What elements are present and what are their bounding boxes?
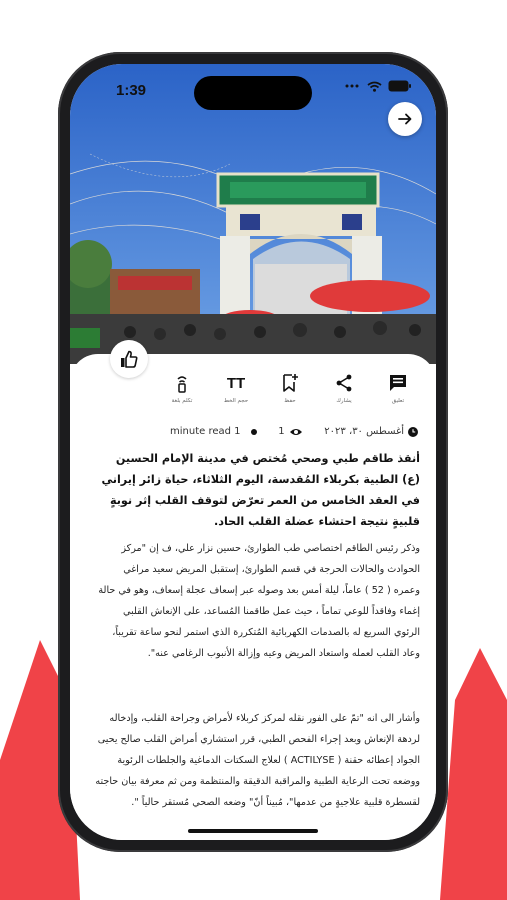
phone-screen: [70, 64, 436, 840]
text-size-icon: TT: [226, 374, 246, 392]
clock-icon: [408, 427, 418, 437]
dynamic-island: [194, 76, 312, 110]
comment-icon: [389, 374, 407, 392]
status-icons: [345, 80, 412, 92]
date-group: [324, 426, 418, 437]
home-indicator[interactable]: [188, 829, 318, 833]
separator-dot: [251, 429, 257, 435]
article-sheet: [70, 354, 436, 840]
article-paragraph: وذكر رئيس الطاقم اختصاصي طب الطوارئ، حسين نزار علي، ف إن "مركز الحوادث والحالات الحرجة في قسم الطوارئ، إستقبل المريض سعيد مراغي وعمره ( 52 ) عاماً، ليلة أمس بعد وصوله عبر إسعاف عجلة إسعاف، وهو في حالة إغماء وفاقداً للوعي تماماً ، حيث عمل طاقمنا المُساعد، على الإنعاش القلبي الرئوي السريع له بالصدمات الكهربائية المُتكررة الذي استمر لنحو ساعة تقريباً، وعاد القلب لعمله واستعاد المريض وعيه وإزالة الأنبوب الرغامي عنه".: [98, 543, 420, 659]
headphones-icon: [176, 373, 188, 393]
tool-label: يشارك: [336, 398, 352, 404]
tool-label: تكلم بلغة: [171, 398, 193, 404]
views-group: [278, 426, 302, 437]
views-count: 1: [278, 426, 285, 437]
phone-frame: [58, 52, 448, 852]
comment-button[interactable]: [376, 372, 420, 404]
tool-label: حفظ: [284, 398, 296, 404]
font-size-button[interactable]: [214, 372, 258, 404]
wifi-icon: [367, 81, 382, 92]
publish-date: أغسطس ۳۰، ۲۰۲۳: [324, 426, 404, 437]
like-button[interactable]: [110, 340, 148, 378]
back-button[interactable]: [388, 102, 422, 136]
tool-label: تعليق: [391, 398, 405, 404]
tool-label: حجم الخط: [223, 398, 249, 404]
save-button[interactable]: [268, 372, 312, 404]
article-title: أنقذ طاقم طبي وصحي مُختص في مدينة الإمام الحسين (ع) الطبية بكربلاء المُقدسة، اليوم الثلاثاء، حياة زائر إيراني في العقد الخامس من العمر تعرّض لتوقف القلب إثر نوبةٍ قلبيةٍ نتيجة احتشاء عضلة القلب الحاد.: [101, 452, 420, 528]
article-paragraph: وأشار الى انه "تمّ على الفور نقله لمركز كربلاء لأمراض وجراحة القلب، وإدخاله لردهة الإنعاش وبعد إجراء الفحص الطبي، قرر استشاري أمراض القلب صالح يحيى الجواد إعطائه حقنة ( ACTILYSE ) لعلاج السكتات الدماغية والجلطات الرئوية ووضعه تحت الرعاية الطبية والمراقبة الدقيقة والمنتظمة ومن ثم معرفة بيان حاجته لقسطرة قلبية علاجيةٍ من عدمها"، مُبيناً أنّ" وضعه الصحي مُستقر حالياً ".: [95, 713, 420, 808]
thumbs-up-icon: [119, 349, 139, 369]
article-toolbar: [160, 372, 420, 404]
arrow-right-icon: [397, 111, 413, 127]
listen-button[interactable]: [160, 372, 204, 404]
bookmark-add-icon: [282, 373, 298, 393]
eye-icon: [289, 427, 303, 437]
battery-icon: [388, 80, 412, 92]
status-time: 1:39: [116, 82, 147, 99]
share-icon: [335, 374, 353, 392]
read-time-group: [170, 426, 257, 437]
article-meta: [170, 426, 418, 437]
share-button[interactable]: [322, 372, 366, 404]
read-time: minute read 1: [170, 426, 241, 437]
signal-dots-icon: [345, 83, 361, 89]
